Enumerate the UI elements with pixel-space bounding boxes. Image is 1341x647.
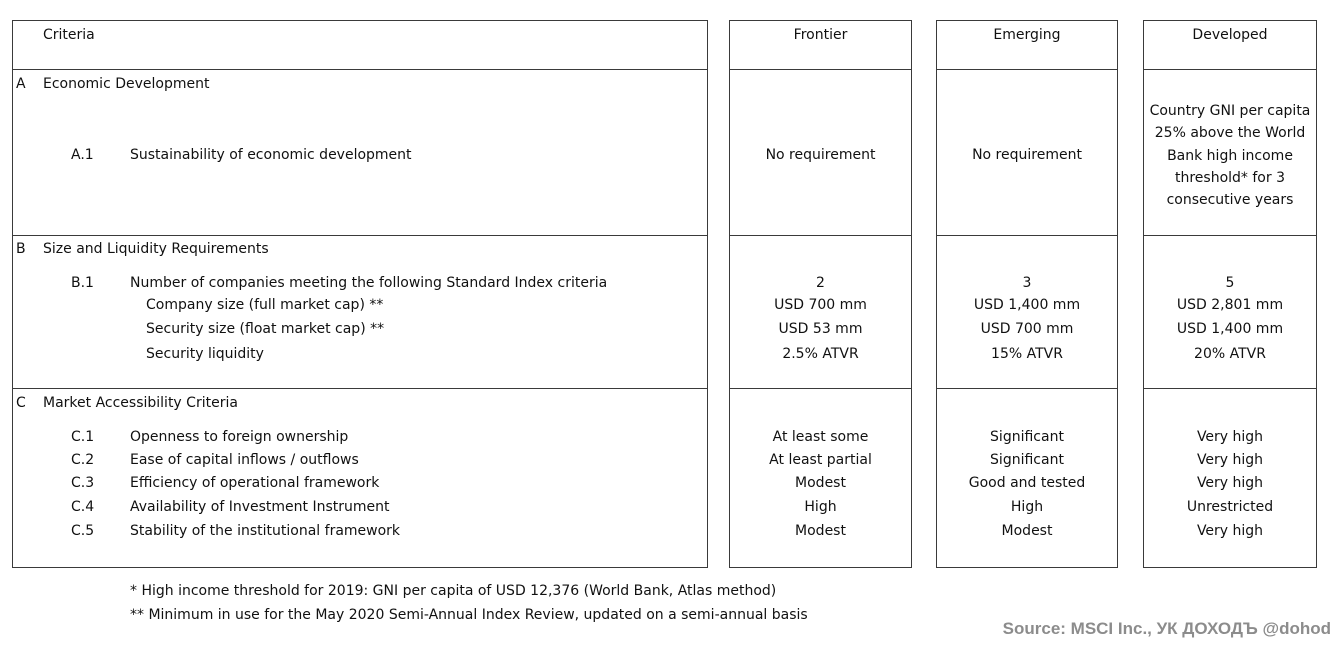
frontier-cell: Modest [795,475,846,491]
emerging-cell: High [1010,499,1044,515]
row-code: B.1 [71,275,94,291]
section-a-title: Economic Development [43,76,210,92]
developed-cell: Very high [1196,429,1264,445]
section-b-letter: B [16,241,26,257]
row-label: Number of companies meeting the following Standard Index criteria [130,275,608,291]
emerging-cell: USD 700 mm [980,321,1074,337]
emerging-cell: 15% ATVR [991,346,1063,362]
row-code: C.4 [71,499,95,515]
row-code: C.3 [71,475,95,491]
row-label: Ease of capital inflows / outflows [130,452,359,468]
emerging-cell: No requirement [972,147,1082,163]
row-label: Stability of the institutional framework [130,523,401,539]
emerging-cell: USD 1,400 mm [973,297,1081,313]
developed-cell: Unrestricted [1186,499,1274,515]
emerging-header: Emerging [993,27,1061,43]
row-code: C.1 [71,429,95,445]
source-credit: Source: MSCI Inc., УК ДОХОДЪ @dohod [1002,619,1331,638]
row-label: Openness to foreign ownership [130,429,349,445]
row-label: Sustainability of economic development [130,147,412,163]
emerging-cell: Good and tested [968,475,1086,491]
footnote-1: * High income threshold for 2019: GNI per capita of USD 12,376 (World Bank, Atlas method) [130,583,777,599]
frontier-cell: 2.5% ATVR [782,346,859,362]
frontier-cell: USD 53 mm [778,321,863,337]
developed-cell: Very high [1196,452,1264,468]
developed-cell: USD 2,801 mm [1176,297,1284,313]
developed-cell: Very high [1196,475,1264,491]
row-code: C.5 [71,523,95,539]
section-a-letter: A [16,76,26,92]
developed-cell: Very high [1196,523,1264,539]
developed-header: Developed [1192,27,1268,43]
emerging-cell: Modest [1001,523,1053,539]
row-label: Security liquidity [146,346,264,362]
criteria-header: Criteria [43,27,95,43]
section-c-letter: C [16,395,26,411]
emerging-cell: Significant [990,452,1064,468]
row-code: C.2 [71,452,95,468]
row-label: Company size (full market cap) ** [146,297,384,313]
frontier-cell: Modest [795,523,846,539]
frontier-cell: High [804,499,837,515]
frontier-cell: 2 [816,275,825,291]
developed-cell: Country GNI per capita 25% above the World Bank high income threshold* for 3 consecutive years [1149,103,1311,209]
developed-cell: 5 [1225,275,1235,291]
frontier-cell: No requirement [765,147,876,163]
row-code: A.1 [71,147,94,163]
section-b-title: Size and Liquidity Requirements [43,241,269,257]
developed-cell: 20% ATVR [1194,346,1266,362]
frontier-cell: At least some [772,429,869,445]
frontier-cell: USD 700 mm [774,297,867,313]
section-c-title: Market Accessibility Criteria [43,395,238,411]
row-label: Security size (float market cap) ** [146,321,385,337]
emerging-cell: 3 [1022,275,1032,291]
row-label: Efficiency of operational framework [130,475,380,491]
emerging-cell: Significant [990,429,1064,445]
frontier-header: Frontier [793,27,848,43]
footnote-2: ** Minimum in use for the May 2020 Semi-Annual Index Review, updated on a semi-annual basis [130,607,808,623]
row-label: Availability of Investment Instrument [130,499,390,515]
developed-cell: USD 1,400 mm [1176,321,1284,337]
frontier-cell: At least partial [769,452,872,468]
